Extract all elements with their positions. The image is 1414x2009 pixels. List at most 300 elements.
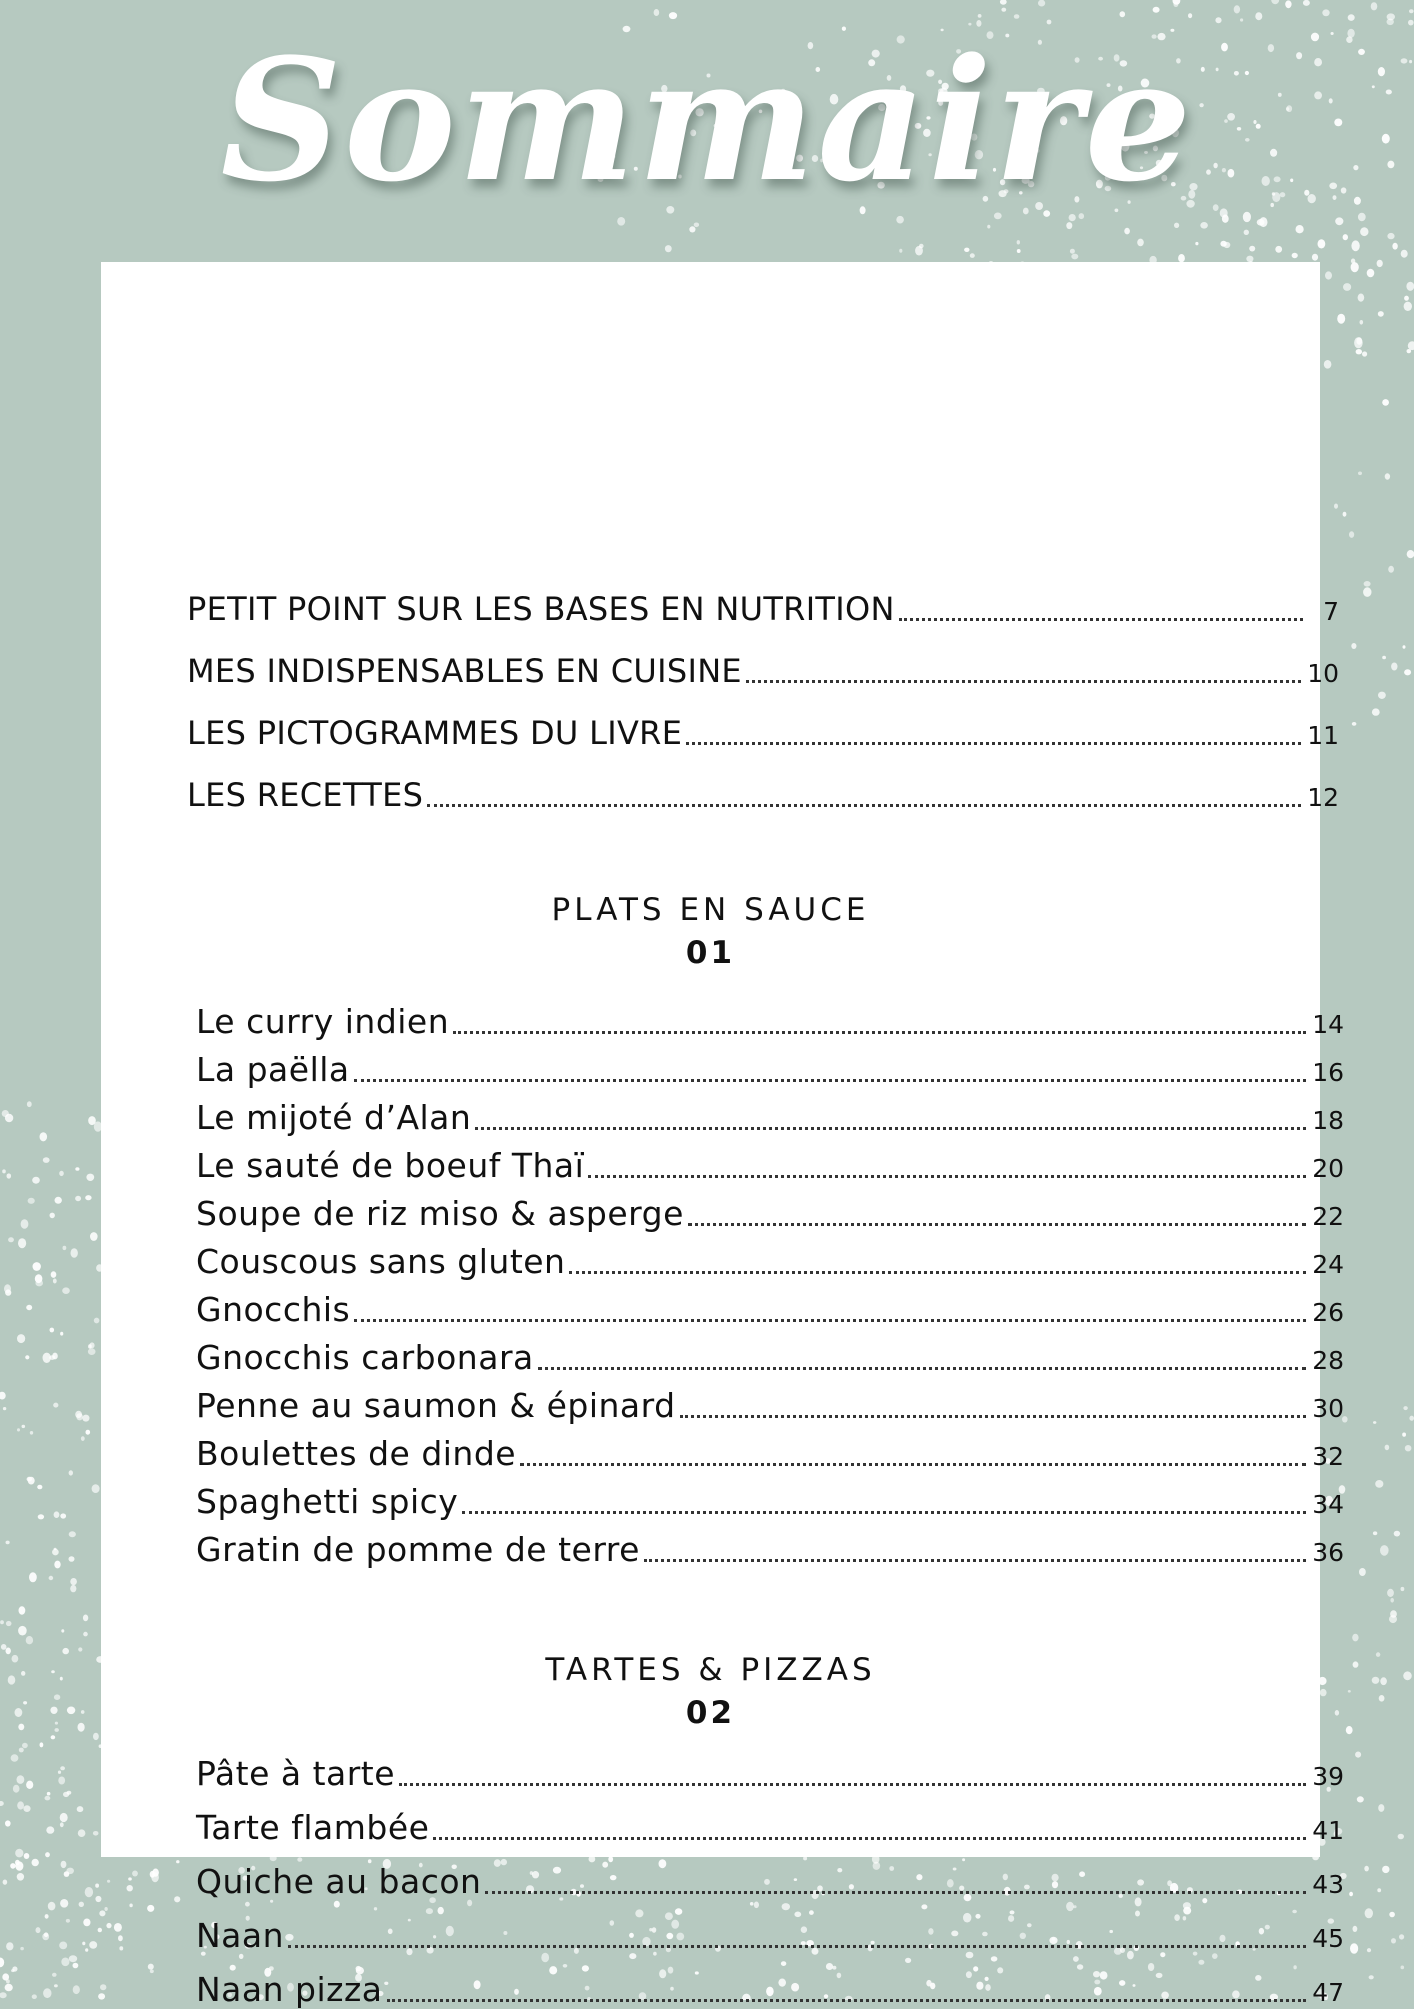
speckle-dot [1357,1796,1364,1802]
speckle-dot [114,1923,122,1932]
dot-leader [387,1999,1307,2002]
speckle-dot [1404,302,1412,311]
dot-leader [538,1367,1306,1370]
recipe-page: 20 [1312,1154,1344,1183]
speckle-dot [1322,9,1329,16]
speckle-dot [1010,1910,1015,1914]
speckle-dot [93,1831,99,1836]
speckle-dot [118,1935,123,1941]
dot-leader [462,1511,1306,1514]
speckle-dot [59,1942,67,1950]
speckle-dot [1365,1908,1373,1918]
speckle-dot [61,1958,69,1967]
speckle-dot [1183,1907,1191,1915]
speckle-dot [1071,254,1078,260]
speckle-dot [1285,0,1291,8]
speckle-dot [20,1947,24,1950]
speckle-dot [11,1754,19,1762]
recipe-entry[interactable] [196,1338,1344,1377]
speckle-dot [78,1723,85,1732]
speckle-dot [1364,581,1371,587]
speckle-dot [1371,2,1378,10]
speckle-dot [1335,1710,1339,1716]
speckle-dot [63,1246,67,1250]
speckle-dot [1120,11,1126,17]
speckle-dot [1401,1587,1405,1591]
speckle-dot [12,1655,19,1663]
speckle-dot [921,1904,927,1909]
speckle-dot [17,1801,24,1809]
speckle-dot [1391,1938,1396,1943]
speckle-dot [70,1585,76,1592]
speckle-dot [98,1993,105,1999]
speckle-dot [1292,253,1298,258]
speckle-dot [1373,1421,1376,1424]
speckle-dot [1399,1934,1404,1939]
speckle-dot [1349,531,1354,538]
speckle-dot [1293,1965,1296,1969]
speckle-dot [1387,233,1394,239]
speckle-dot [50,1328,55,1333]
recipe-page: 32 [1312,1442,1344,1471]
recipe-page: 36 [1312,1538,1344,1567]
speckle-dot [27,1477,32,1482]
speckle-dot [17,1775,25,1784]
speckle-dot [60,1332,63,1336]
speckle-dot [374,1907,377,1910]
speckle-dot [25,1355,29,1359]
speckle-dot [1407,550,1414,558]
speckle-dot [1405,1445,1412,1451]
speckle-dot [1324,360,1332,369]
speckle-dot [17,1873,24,1881]
speckle-dot [23,1701,27,1704]
speckle-dot [1401,1966,1405,1970]
speckle-dot [1351,643,1356,649]
dot-leader [686,742,1301,745]
speckle-dot [26,1305,32,1310]
recipe-label: Le sauté de boeuf Thaï [196,1146,585,1185]
speckle-dot [6,1942,13,1950]
recipe-entry[interactable] [196,1970,1344,2009]
recipe-label: Pâte à tarte [196,1754,396,1793]
speckle-dot [1000,0,1007,5]
speckle-dot [94,1318,100,1324]
speckle-dot [1391,663,1397,671]
recipe-entry[interactable] [196,1862,1344,1901]
recipe-entry[interactable] [196,1242,1344,1281]
recipe-page: 28 [1312,1346,1344,1375]
speckle-dot [1377,260,1383,267]
speckle-dot [29,1572,37,1582]
dot-leader [899,618,1303,621]
speckle-dot [73,1985,80,1994]
speckle-dot [978,14,982,18]
toc-main-entry[interactable] [187,714,1339,752]
recipe-page: 39 [1312,1762,1344,1791]
recipe-page: 26 [1312,1298,1344,1327]
speckle-dot [6,1541,10,1545]
speckle-dot [67,1791,72,1795]
speckle-dot [51,1271,57,1278]
speckle-dot [55,1722,58,1725]
recipe-entry[interactable] [196,1290,1344,1329]
speckle-dot [1292,1910,1297,1914]
speckle-dot [1389,1615,1397,1623]
speckle-dot [1382,1866,1389,1873]
recipe-entry[interactable] [196,1754,1344,1793]
speckle-dot [43,1157,50,1163]
speckle-dot [78,1829,86,1837]
speckle-dot [66,1868,74,1874]
speckle-dot [15,1861,23,1870]
recipe-label: Soupe de riz miso & asperge [196,1194,684,1233]
speckle-dot [754,1902,759,1909]
recipe-label: Naan [196,1916,285,1955]
speckle-dot [1244,230,1249,235]
speckle-dot [53,1403,58,1408]
dot-leader [569,1271,1306,1274]
speckle-dot [689,226,695,232]
speckle-dot [1325,271,1332,279]
speckle-dot [899,249,902,253]
speckle-dot [1296,225,1304,233]
speckle-dot [59,1171,64,1176]
speckle-dot [803,1856,807,1860]
speckle-dot [27,1101,32,1107]
speckle-dot [665,245,672,252]
speckle-dot [1380,1677,1387,1685]
toc-entry-page: 7 [1323,597,1339,626]
speckle-dot [1195,242,1198,245]
speckle-dot [1406,282,1414,291]
speckle-dot [62,1648,69,1654]
speckle-dot [60,1813,68,1822]
speckle-dot [60,1899,68,1908]
recipe-entry[interactable] [196,1482,1344,1521]
speckle-dot [1358,294,1365,302]
speckle-dot [1385,473,1390,479]
speckle-dot [1376,1652,1380,1657]
speckle-dot [781,1961,786,1966]
toc-main-entry[interactable] [187,776,1339,814]
speckle-dot [54,1984,58,1987]
speckle-dot [1350,1943,1358,1954]
speckle-dot [75,1196,81,1201]
speckle-dot [21,1219,29,1229]
speckle-dot [174,1896,180,1902]
speckle-dot [53,1279,57,1284]
speckle-dot [86,1174,94,1181]
speckle-dot [54,1694,60,1700]
speckle-dot [4,1284,11,1293]
speckle-dot [970,253,975,258]
speckle-dot [8,1237,14,1242]
speckle-dot [1354,337,1363,348]
speckle-dot [0,1958,4,1968]
section-title: PLATS EN SAUCE [551,892,870,928]
speckle-dot [17,1428,20,1431]
speckle-dot [1404,296,1409,301]
toc-entry-label: MES INDISPENSABLES EN CUISINE [187,652,742,690]
speckle-dot [563,1964,568,1968]
speckle-dot [1373,1531,1377,1535]
dot-leader [746,680,1301,683]
recipe-entry[interactable] [196,1530,1344,1569]
speckle-dot [10,1863,15,1869]
recipe-label: Naan pizza [196,1970,383,2009]
speckle-dot [73,1963,79,1969]
recipe-entry[interactable] [196,1146,1344,1185]
speckle-dot [1017,240,1020,244]
speckle-dot [50,1707,57,1714]
speckle-dot [5,1984,13,1992]
toc-entry-page: 10 [1307,659,1339,688]
speckle-dot [11,1969,15,1972]
speckle-dot [51,1670,55,1673]
speckle-dot [48,1902,56,1911]
recipe-entry[interactable] [196,1434,1344,1473]
speckle-dot [88,1348,96,1355]
speckle-dot [1353,1661,1359,1667]
speckle-dot [1382,656,1386,660]
speckle-dot [1363,587,1371,597]
speckle-dot [1351,240,1359,251]
recipe-entry[interactable] [196,1098,1344,1137]
speckle-dot [98,1928,102,1933]
speckle-dot [152,1869,159,1877]
dot-leader [433,1837,1306,1840]
speckle-dot [1379,1695,1385,1702]
speckle-dot [1360,227,1368,236]
recipe-entry[interactable] [196,1050,1344,1089]
recipe-entry[interactable] [196,1386,1344,1425]
speckle-dot [78,1647,82,1651]
speckle-dot [1404,669,1411,675]
speckle-dot [40,1742,44,1747]
speckle-dot [47,1792,51,1796]
speckle-dot [85,1195,91,1200]
speckle-dot [26,1781,33,1789]
speckle-dot [82,1942,85,1946]
recipe-entry[interactable] [196,1194,1344,1233]
speckle-dot [1,1644,7,1650]
speckle-dot [54,1561,60,1569]
speckle-dot [1271,0,1279,4]
speckle-dot [1409,9,1414,13]
speckle-dot [60,1822,64,1827]
speckle-dot [85,1948,88,1952]
speckle-dot [1351,262,1359,272]
speckle-dot [962,1858,965,1861]
toc-entry-page: 11 [1307,721,1339,750]
recipe-label: Tarte flambée [196,1808,430,1847]
speckle-dot [17,1334,25,1343]
dot-leader [644,1559,1306,1562]
speckle-dot [38,1514,44,1519]
speckle-dot [69,1470,73,1475]
page-title: Sommaire [220,21,1194,219]
speckle-dot [69,1955,77,1962]
speckle-dot [32,1859,39,1867]
speckle-dot [85,1887,93,1897]
speckle-dot [66,1919,70,1923]
dot-leader [485,1891,1306,1894]
speckle-dot [334,1901,340,1908]
speckle-dot [1343,512,1347,517]
speckle-dot [1346,1726,1353,1734]
recipe-page: 30 [1312,1394,1344,1423]
speckle-dot [26,1636,33,1644]
speckle-dot [1388,566,1394,573]
speckle-dot [826,1963,833,1970]
speckle-dot [106,1923,111,1928]
speckle-dot [67,1707,75,1715]
speckle-dot [45,1852,50,1857]
speckle-dot [669,12,677,19]
speckle-dot [1038,0,1045,7]
speckle-dot [69,1531,76,1537]
speckle-dot [3,1407,6,1410]
speckle-dot [426,1908,433,1914]
speckle-dot [1378,311,1384,317]
speckle-dot [81,1710,85,1714]
speckle-dot [32,1994,37,1999]
speckle-dot [15,1849,23,1858]
speckle-dot [654,9,660,16]
speckle-dot [55,1197,62,1204]
speckle-dot [1358,472,1362,476]
speckle-dot [19,1748,24,1753]
speckle-dot [22,1425,26,1428]
speckle-dot [1382,399,1389,406]
speckle-dot [43,1988,51,1998]
toc-main-entry[interactable] [187,590,1339,628]
dot-leader [680,1415,1307,1418]
speckle-dot [1073,1905,1076,1908]
speckle-dot [1409,1416,1414,1421]
recipe-page: 24 [1312,1250,1344,1279]
speckle-dot [1249,246,1255,252]
speckle-dot [13,1785,20,1793]
speckle-dot [1369,1975,1374,1979]
speckle-dot [1372,708,1380,715]
speckle-dot [1066,1902,1074,1911]
recipe-page: 16 [1312,1058,1344,1087]
speckle-dot [964,248,969,252]
speckle-dot [18,1238,26,1248]
speckle-dot [52,1549,59,1556]
speckle-dot [1070,249,1075,254]
speckle-dot [1355,1752,1361,1758]
speckle-dot [60,1513,66,1518]
speckle-dot [32,1177,40,1184]
speckle-dot [1173,2,1178,7]
speckle-dot [75,1411,82,1418]
speckle-dot [1124,228,1130,235]
speckle-dot [99,1910,105,1916]
speckle-dot [1394,1531,1400,1537]
speckle-dot [83,1615,88,1622]
speckle-dot [40,1132,48,1141]
speckle-dot [5,1114,13,1122]
speckle-dot [1234,5,1240,13]
speckle-dot [33,1262,41,1271]
speckle-dot [1362,351,1367,356]
recipe-page: 14 [1312,1010,1344,1039]
speckle-dot [7,1173,12,1178]
recipe-label: Boulettes de dinde [196,1434,517,1473]
contents-card [101,262,1344,2009]
recipe-label: Spaghetti spicy [196,1482,459,1521]
speckle-dot [18,1724,24,1731]
toc-entry-page: 12 [1307,783,1339,812]
recipe-entry[interactable] [196,1002,1344,1041]
speckle-dot [93,1733,99,1740]
speckle-dot [82,1415,89,1422]
dot-leader [453,1031,1306,1034]
speckle-dot [58,1777,65,1785]
recipe-label: Gnocchis carbonara [196,1338,534,1377]
toc-entry-label: LES PICTOGRAMMES DU LIVRE [187,714,683,752]
toc-main-entry[interactable] [187,652,1339,690]
recipe-page: 34 [1312,1490,1344,1519]
dot-leader [688,1223,1306,1226]
dot-leader [399,1783,1306,1786]
speckle-dot [37,1485,42,1490]
recipe-entry[interactable] [196,1916,1344,1955]
recipe-page: 18 [1312,1106,1344,1135]
speckle-dot [77,1806,84,1812]
speckle-dot [1403,1671,1412,1680]
speckle-dot [1001,8,1006,12]
speckle-dot [92,1484,100,1493]
speckle-dot [18,1626,27,1636]
speckle-dot [987,225,990,229]
speckle-dot [1408,341,1414,350]
speckle-dot [1364,1866,1369,1872]
speckle-dot [1153,7,1160,13]
speckle-dot [0,1392,6,1400]
speckle-dot [30,1431,33,1435]
speckle-dot [1318,239,1326,248]
speckle-dot [71,1248,78,1258]
recipe-label: Quiche au bacon [196,1862,482,1901]
speckle-dot [1343,234,1348,240]
speckle-dot [83,1632,88,1637]
recipe-entry[interactable] [196,1808,1344,1847]
speckle-dot [79,1902,84,1907]
speckle-dot [919,244,924,249]
speckle-dot [1255,12,1262,20]
speckle-dot [1334,504,1338,509]
speckle-dot [1359,1568,1366,1576]
speckle-dot [1390,1598,1394,1603]
speckle-dot [60,1677,63,1681]
recipe-label: Couscous sans gluten [196,1242,566,1281]
speckle-dot [1402,1433,1406,1437]
speckle-dot [22,1743,28,1748]
speckle-dot [1303,0,1310,6]
speckle-dot [1398,1834,1404,1840]
speckle-dot [1275,246,1282,253]
speckle-dot [2,1169,6,1173]
speckle-dot [1377,1888,1381,1892]
speckle-dot [150,1970,154,1974]
speckle-dot [61,1861,67,1868]
speckle-dot [1188,13,1192,18]
recipe-label: Le mijoté d’Alan [196,1098,472,1137]
